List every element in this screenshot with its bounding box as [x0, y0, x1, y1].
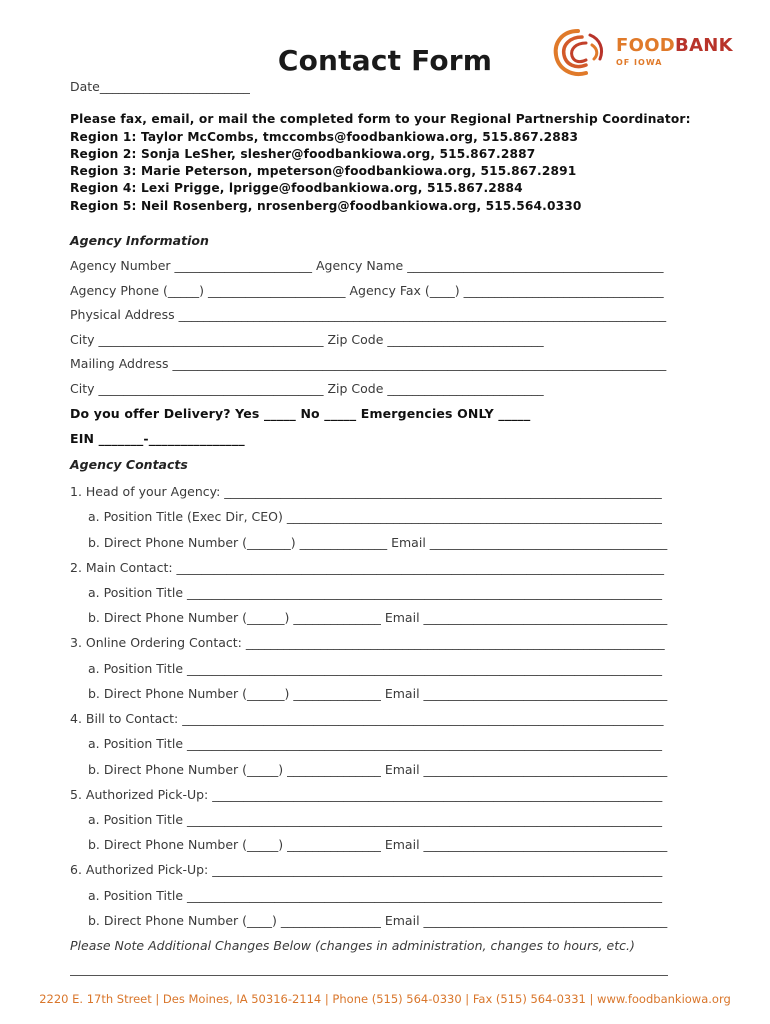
logo-wordmark: [616, 35, 733, 56]
logo-subtitle: OF IOWA: [616, 58, 663, 67]
ein-field[interactable]: EIN _______-_______________: [70, 431, 245, 446]
region-1-contact: Region 1: Taylor McCombs, tmccombs@foodbankiowa.org, 515.867.2883: [70, 130, 579, 144]
head-position-title-field[interactable]: a. Position Title (Exec Dir, CEO) ____________________________________________________________: [88, 509, 662, 524]
pickup-1-position-title-field[interactable]: a. Position Title ____________________________________________________________________________: [88, 812, 663, 827]
additional-changes-line[interactable]: [70, 975, 668, 976]
bill-to-contact-field[interactable]: 4. Bill to Contact: _____________________________________________________________________________: [70, 711, 664, 726]
physical-city-zip-fields[interactable]: City ____________________________________ Zip Code _________________________: [70, 332, 544, 347]
mailing-address-field[interactable]: Mailing Address _______________________________________________________________________________: [70, 356, 667, 371]
agency-contacts-heading: Agency Contacts: [70, 457, 188, 472]
delivery-question[interactable]: Do you offer Delivery? Yes _____ No _____ Emergencies ONLY _____: [70, 406, 531, 421]
main-contact-field[interactable]: 2. Main Contact: ______________________________________________________________________________: [70, 560, 665, 575]
ordering-position-title-field[interactable]: a. Position Title ____________________________________________________________________________: [88, 661, 663, 676]
page-title: Contact Form: [277, 44, 493, 77]
main-phone-email-fields[interactable]: b. Direct Phone Number (______) ______________ Email _______________________________________: [88, 610, 668, 625]
agency-phone-fax-fields[interactable]: Agency Phone (_____) ______________________ Agency Fax (____) ________________________________: [70, 283, 664, 298]
authorized-pickup-2-field[interactable]: 6. Authorized Pick-Up: ________________________________________________________________________: [70, 862, 663, 877]
authorized-pickup-1-field[interactable]: 5. Authorized Pick-Up: ________________________________________________________________________: [70, 787, 663, 802]
logo-word-food: FOOD: [616, 35, 676, 56]
agency-info-heading: Agency Information: [70, 233, 209, 248]
physical-address-field[interactable]: Physical Address ______________________________________________________________________________: [70, 307, 667, 322]
region-2-contact: Region 2: Sonja LeSher, slesher@foodbankiowa.org, 515.867.2887: [70, 147, 536, 161]
ordering-phone-email-fields[interactable]: b. Direct Phone Number (______) ______________ Email _______________________________________: [88, 686, 668, 701]
pickup-1-phone-email-fields[interactable]: b. Direct Phone Number (_____) _______________ Email _______________________________________: [88, 837, 668, 852]
date-field[interactable]: Date________________________: [70, 79, 250, 94]
online-ordering-contact-field[interactable]: 3. Online Ordering Contact: ___________________________________________________________________: [70, 635, 665, 650]
head-of-agency-field[interactable]: 1. Head of your Agency: ______________________________________________________________________: [70, 484, 662, 499]
instructions-intro: Please fax, email, or mail the completed form to your Regional Partnership Coordinator:: [70, 112, 691, 126]
main-position-title-field[interactable]: a. Position Title ____________________________________________________________________________: [88, 585, 663, 600]
mailing-city-zip-fields[interactable]: City ____________________________________ Zip Code _________________________: [70, 381, 544, 396]
swirl-logo-icon: [548, 25, 612, 81]
pickup-2-position-title-field[interactable]: a. Position Title ____________________________________________________________________________: [88, 888, 663, 903]
agency-number-name-fields[interactable]: Agency Number ______________________ Agency Name _________________________________________: [70, 258, 664, 273]
logo-word-bank: BANK: [675, 35, 733, 56]
head-phone-email-fields[interactable]: b. Direct Phone Number (_______) ______________ Email ______________________________________: [88, 535, 668, 550]
foodbank-logo: [548, 25, 738, 81]
bill-position-title-field[interactable]: a. Position Title ____________________________________________________________________________: [88, 736, 663, 751]
region-3-contact: Region 3: Marie Peterson, mpeterson@foodbankiowa.org, 515.867.2891: [70, 164, 577, 178]
additional-changes-note: Please Note Additional Changes Below (changes in administration, changes to hours, etc.): [70, 938, 635, 953]
region-5-contact: Region 5: Neil Rosenberg, nrosenberg@foodbankiowa.org, 515.564.0330: [70, 199, 582, 213]
region-4-contact: Region 4: Lexi Prigge, lprigge@foodbankiowa.org, 515.867.2884: [70, 181, 523, 195]
footer-address: 2220 E. 17th Street | Des Moines, IA 50316-2114 | Phone (515) 564-0330 | Fax (515) 564-0331 | www.foodbankiowa.org: [39, 992, 731, 1006]
pickup-2-phone-email-fields[interactable]: b. Direct Phone Number (____) ________________ Email _______________________________________: [88, 913, 668, 928]
bill-phone-email-fields[interactable]: b. Direct Phone Number (_____) _______________ Email _______________________________________: [88, 762, 668, 777]
